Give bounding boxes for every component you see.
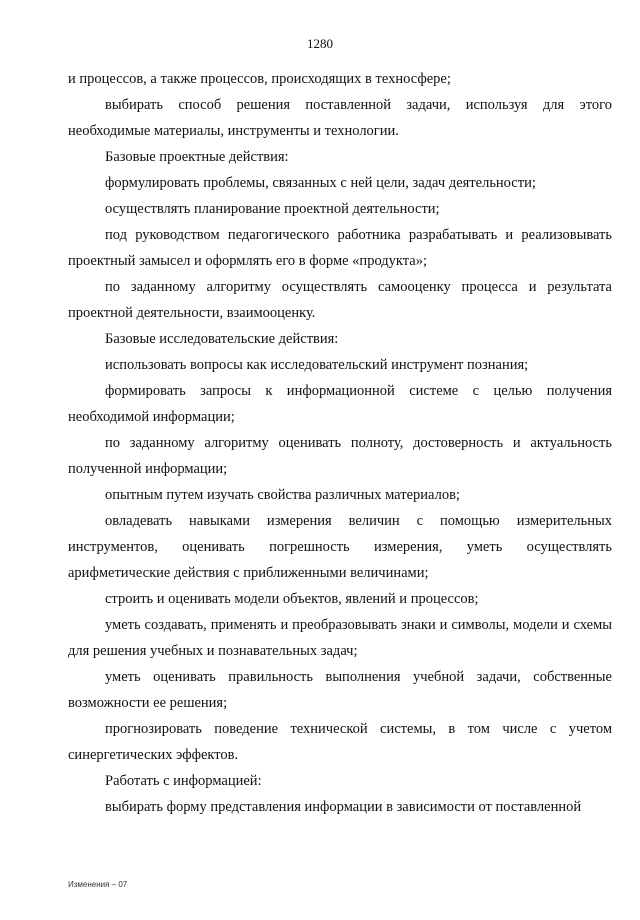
body-text — [68, 66, 612, 820]
paragraph: уметь создавать, применять и преобразовывать знаки и символы, модели и схемы для решения учебных и познавательных задач; — [68, 617, 612, 659]
paragraph: использовать вопросы как исследовательский инструмент познания; — [105, 357, 529, 373]
paragraph: строить и оценивать модели объектов, явлений и процессов; — [105, 591, 479, 607]
paragraph: под руководством педагогического работника разрабатывать и реализовывать проектный замысел и оформлять его в форме «продукта»; — [68, 227, 612, 269]
paragraph: овладевать навыками измерения величин с помощью измерительных инструментов, оценивать погрешность измерения, уметь осуществлять арифметические действия с приближенными величинами; — [68, 513, 612, 581]
paragraph: осуществлять планирование проектной деятельности; — [105, 201, 440, 217]
section-heading: Работать с информацией: — [105, 773, 262, 789]
paragraph: прогнозировать поведение технической системы, в том числе с учетом синергетических эффектов. — [68, 721, 612, 763]
paragraph: по заданному алгоритму осуществлять самооценку процесса и результата проектной деятельности, взаимооценку. — [68, 279, 612, 321]
section-heading: Базовые проектные действия: — [105, 149, 289, 165]
paragraph: выбирать способ решения поставленной задачи, используя для этого необходимые материалы, инструменты и технологии. — [68, 97, 612, 139]
paragraph: по заданному алгоритму оценивать полноту, достоверность и актуальность полученной информации; — [68, 435, 612, 477]
page-number: 1280 — [307, 36, 333, 51]
paragraph: формировать запросы к информационной системе с целью получения необходимой информации; — [68, 383, 612, 425]
paragraph: уметь оценивать правильность выполнения учебной задачи, собственные возможности ее решения; — [68, 669, 612, 711]
page-footer: Изменения – 07 — [68, 880, 128, 889]
paragraph: формулировать проблемы, связанных с ней цели, задач деятельности; — [105, 175, 536, 191]
section-heading: Базовые исследовательские действия: — [105, 331, 339, 347]
paragraph: и процессов, а также процессов, происходящих в техносфере; — [68, 71, 451, 87]
paragraph: опытным путем изучать свойства различных материалов; — [105, 487, 460, 503]
paragraph: выбирать форму представления информации в зависимости от поставленной — [105, 799, 582, 815]
